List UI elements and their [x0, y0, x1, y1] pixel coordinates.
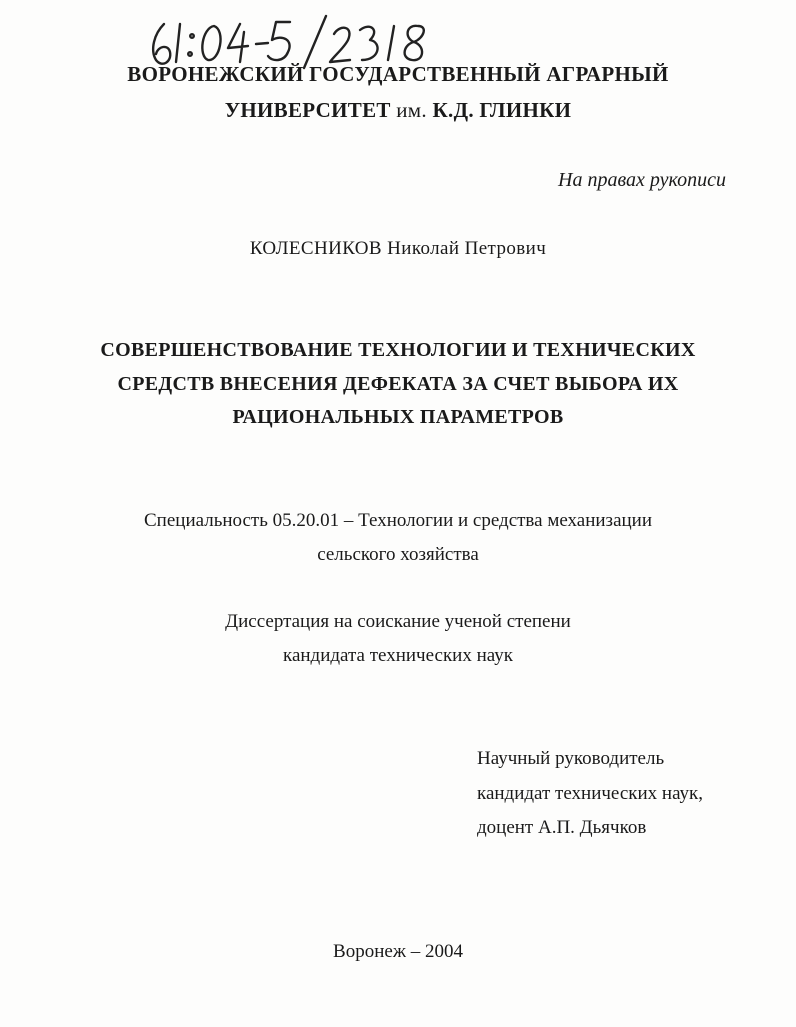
title-line-1: СОВЕРШЕНСТВОВАНИЕ ТЕХНОЛОГИИ И ТЕХНИЧЕСКИХ — [100, 339, 696, 361]
university-name: К.Д. ГЛИНКИ — [432, 98, 572, 122]
supervisor-line-2: кандидат технических наук, — [477, 783, 704, 804]
specialty-line-1: Специальность 05.20.01 – Технологии и средства механизации — [144, 510, 652, 531]
supervisor-line-3: доцент А.П. Дьячков — [477, 817, 647, 838]
university-im: им. — [396, 98, 427, 122]
author-name: КОЛЕСНИКОВ Николай Петрович — [249, 238, 547, 259]
degree-line-2: кандидата технических наук — [283, 645, 513, 666]
specialty-line-2: сельского хозяйства — [317, 544, 479, 565]
university-line-2 — [0, 98, 796, 123]
university-line-1: ВОРОНЕЖСКИЙ ГОСУДАРСТВЕННЫЙ АГРАРНЫЙ — [127, 62, 669, 86]
title-line-2: СРЕДСТВ ВНЕСЕНИЯ ДЕФЕКАТА ЗА СЧЕТ ВЫБОРА ИХ — [117, 373, 679, 395]
rights-note: На правах рукописи — [558, 169, 726, 191]
university-word: УНИВЕРСИТЕТ — [224, 98, 391, 122]
title-line-3: РАЦИОНАЛЬНЫХ ПАРАМЕТРОВ — [232, 406, 564, 428]
degree-line-1: Диссертация на соискание ученой степени — [225, 611, 571, 632]
supervisor-line-1: Научный руководитель — [477, 748, 665, 769]
city-year: Воронеж – 2004 — [333, 941, 463, 962]
